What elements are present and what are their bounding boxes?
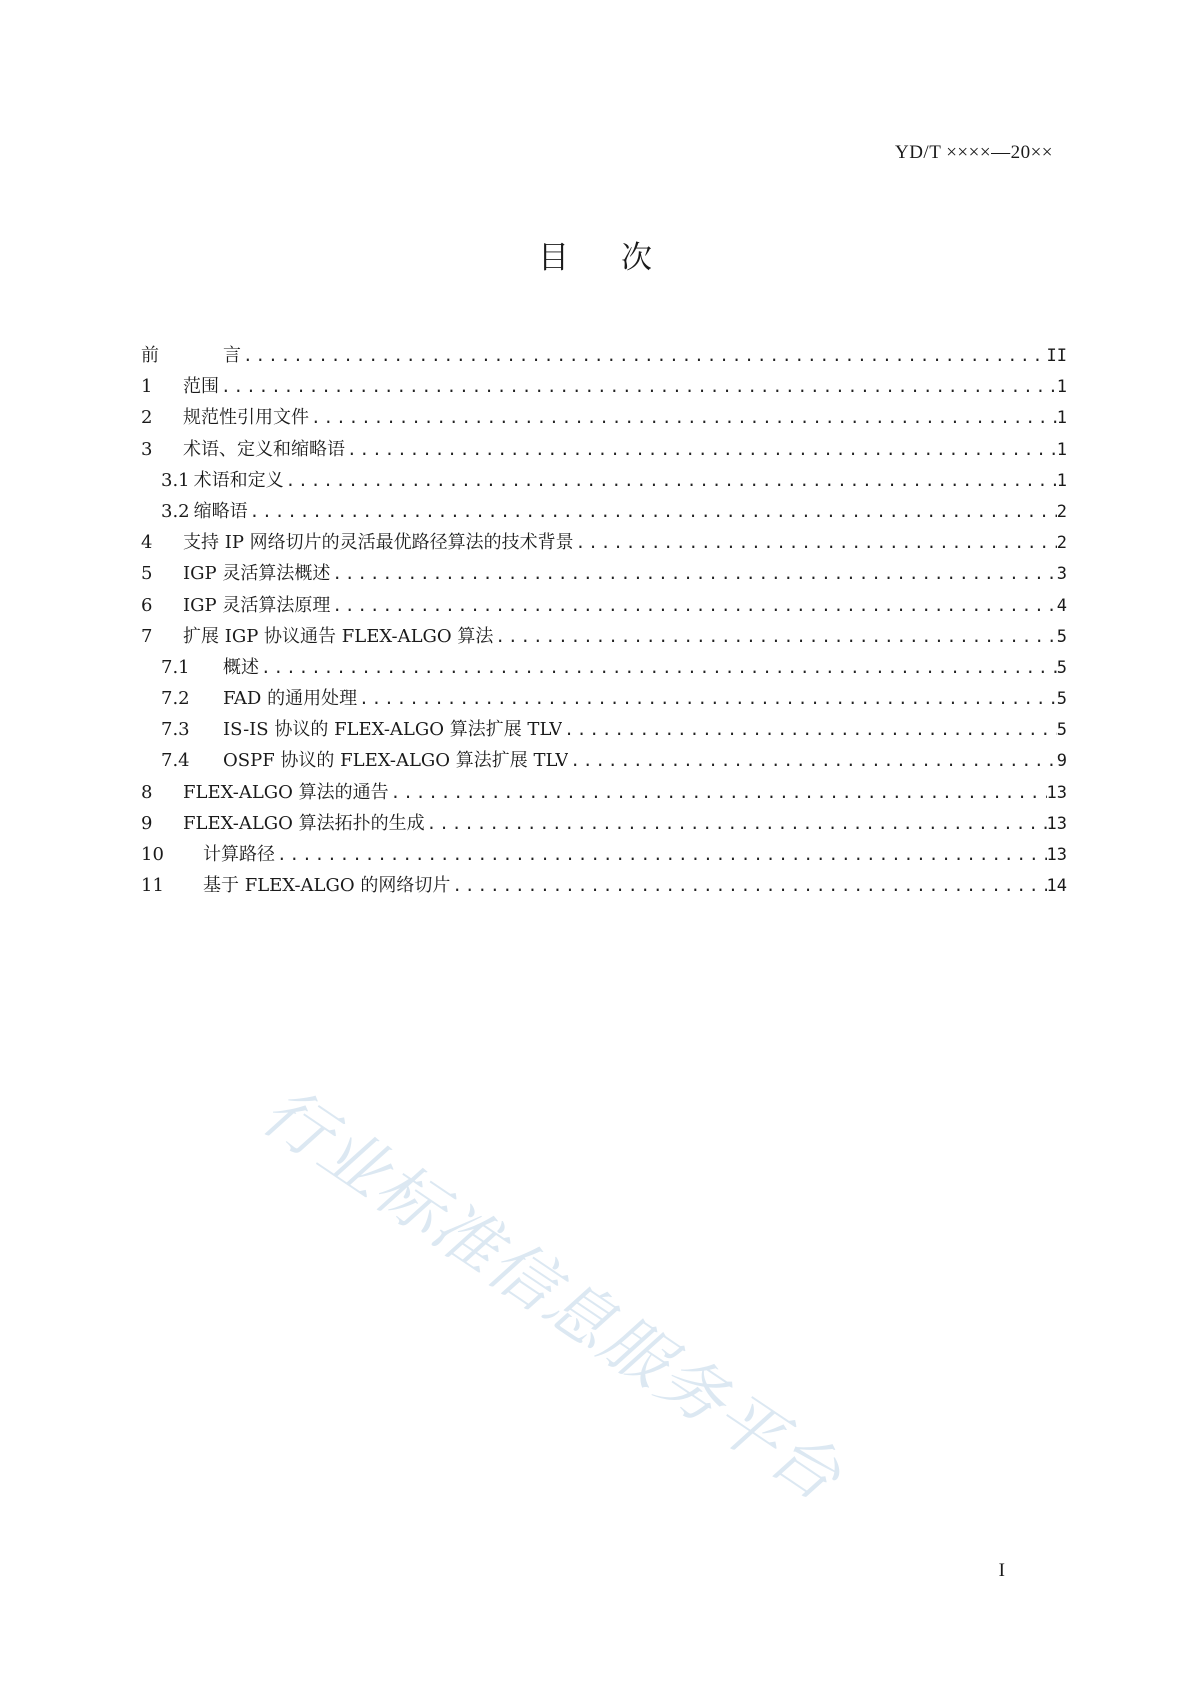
toc-entry-number: 10 (141, 844, 164, 865)
toc-entry-page: 4 (1056, 595, 1067, 616)
toc-entry-page: 1 (1056, 377, 1067, 398)
toc-entry-label (141, 870, 450, 901)
toc-entry-number: 前 (141, 345, 159, 366)
toc-entry-number: 7.2 (161, 688, 190, 710)
toc-entry-title: 计算路径 (203, 844, 275, 865)
toc-entry[interactable] (141, 683, 1067, 714)
toc-entry-page: 1 (1056, 470, 1067, 491)
toc-entry-page: 2 (1056, 501, 1067, 522)
toc-entry-label (141, 434, 345, 465)
watermark: 行业标准信息服务平台 (248, 1072, 856, 1517)
toc-entry[interactable] (141, 465, 1067, 496)
toc-entry-title: 缩略语 (193, 500, 248, 522)
toc-entry-title: 概述 (223, 656, 259, 678)
toc-entry-label (141, 777, 389, 808)
toc-entry-label (141, 839, 275, 870)
toc-entry-label (141, 402, 309, 433)
toc-entry[interactable] (141, 839, 1067, 870)
toc-dot-leader (330, 558, 1056, 589)
toc-entry[interactable] (141, 434, 1067, 465)
toc-entry-number: 7.1 (161, 656, 190, 678)
standard-code: YD/T ××××—20×× (894, 142, 1053, 163)
toc-entry-number: 7.3 (161, 719, 190, 741)
toc-entry-label (161, 745, 568, 776)
toc-entry[interactable] (141, 777, 1067, 808)
toc-entry-label (141, 621, 493, 652)
toc-entry-page: II (1046, 346, 1067, 366)
toc-entry[interactable] (141, 496, 1067, 527)
toc-entry-title: FLEX-ALGO 算法拓扑的生成 (183, 812, 425, 834)
toc-dot-leader (309, 402, 1057, 433)
toc-dot-leader (450, 870, 1046, 901)
toc-dot-leader (389, 777, 1047, 808)
toc-dot-leader (330, 590, 1056, 621)
toc-entry-title: 术语和定义 (193, 469, 284, 491)
toc-entry-number: 5 (141, 563, 153, 585)
toc-dot-leader (248, 496, 1057, 527)
toc-dot-leader (345, 434, 1057, 465)
toc-entry[interactable] (141, 870, 1067, 901)
toc-entry[interactable] (141, 527, 1067, 558)
toc-entry[interactable] (141, 714, 1067, 745)
toc-entry-number: 2 (141, 407, 153, 429)
toc-dot-leader (574, 527, 1057, 558)
toc-entry-label (161, 465, 284, 496)
toc-entry[interactable] (141, 652, 1067, 683)
toc-entry-label (141, 808, 425, 839)
toc-entry[interactable] (141, 402, 1067, 433)
toc-dot-leader (219, 371, 1057, 402)
toc-entry-label (161, 652, 259, 683)
toc-entry-title: 术语、定义和缩略语 (183, 438, 345, 460)
toc-entry[interactable] (141, 590, 1067, 621)
toc-entry-page: 13 (1046, 782, 1067, 803)
toc-entry-label (141, 590, 330, 621)
toc-entry-page: 14 (1046, 876, 1067, 897)
toc-entry-title: IS-IS 协议的 FLEX-ALGO 算法扩展 TLV (223, 719, 563, 741)
toc-dot-leader (275, 839, 1047, 870)
toc-entry-page: 5 (1056, 720, 1067, 741)
toc-entry-label (141, 527, 574, 558)
toc-dot-leader (241, 340, 1047, 371)
toc-entry-title: FLEX-ALGO 算法的通告 (183, 781, 389, 803)
toc-entry-label (161, 496, 248, 527)
toc-entry-title: 扩展 IGP 协议通告 FLEX-ALGO 算法 (183, 625, 494, 647)
toc-dot-leader (284, 465, 1057, 496)
toc-entry-title: IGP 灵活算法概述 (183, 563, 331, 585)
toc-entry-page: 3 (1056, 564, 1067, 585)
toc-entry-page: 5 (1056, 626, 1067, 647)
toc-entry-number: 1 (141, 376, 153, 398)
toc-entry-title: FAD 的通用处理 (223, 688, 358, 710)
toc-entry[interactable] (141, 745, 1067, 776)
toc-dot-leader (568, 745, 1056, 776)
toc-dot-leader (259, 652, 1057, 683)
toc-entry-number: 6 (141, 594, 153, 616)
toc-entry[interactable] (141, 371, 1067, 402)
toc-entry-number: 7.4 (161, 750, 190, 772)
toc-entry-label (141, 558, 330, 589)
toc-entry-number: 11 (141, 875, 164, 897)
toc-entry-title: 言 (223, 345, 241, 366)
toc-entry-title: 支持 IP 网络切片的灵活最优路径算法的技术背景 (183, 532, 574, 554)
toc-entry-page: 13 (1046, 845, 1067, 865)
toc-entry-label (161, 714, 562, 745)
toc-entry-number: 3 (141, 438, 153, 460)
toc-entry-number: 4 (141, 532, 153, 554)
table-of-contents (141, 340, 1067, 901)
toc-entry-page: 9 (1056, 751, 1067, 772)
toc-dot-leader (357, 683, 1057, 714)
toc-entry-label (141, 340, 241, 371)
toc-entry-number: 8 (141, 781, 153, 803)
toc-entry-page: 1 (1056, 439, 1067, 460)
toc-entry-title: OSPF 协议的 FLEX-ALGO 算法扩展 TLV (223, 750, 569, 772)
toc-dot-leader (493, 621, 1056, 652)
toc-dot-leader (425, 808, 1047, 839)
toc-entry-number: 9 (141, 812, 153, 834)
page-number: I (998, 1560, 1005, 1581)
toc-entry[interactable] (141, 340, 1067, 371)
toc-entry-page: 13 (1046, 813, 1067, 834)
toc-entry-label (161, 683, 357, 714)
toc-entry[interactable] (141, 621, 1067, 652)
toc-entry-title: 基于 FLEX-ALGO 的网络切片 (203, 875, 451, 897)
page-title: 目次 (538, 240, 704, 276)
toc-entry-title: 范围 (183, 376, 219, 398)
toc-entry-number: 3.2 (161, 500, 190, 522)
toc-entry-label (141, 371, 219, 402)
toc-entry-page: 5 (1056, 657, 1067, 678)
toc-entry[interactable] (141, 808, 1067, 839)
toc-entry-page: 2 (1056, 533, 1067, 554)
toc-entry-title: IGP 灵活算法原理 (183, 594, 331, 616)
toc-dot-leader (562, 714, 1056, 745)
toc-entry-number: 7 (141, 625, 153, 647)
toc-entry-page: 1 (1056, 408, 1067, 429)
toc-entry-page: 5 (1056, 689, 1067, 710)
toc-entry-title: 规范性引用文件 (183, 407, 309, 429)
toc-entry-number: 3.1 (161, 469, 190, 491)
toc-entry[interactable] (141, 558, 1067, 589)
